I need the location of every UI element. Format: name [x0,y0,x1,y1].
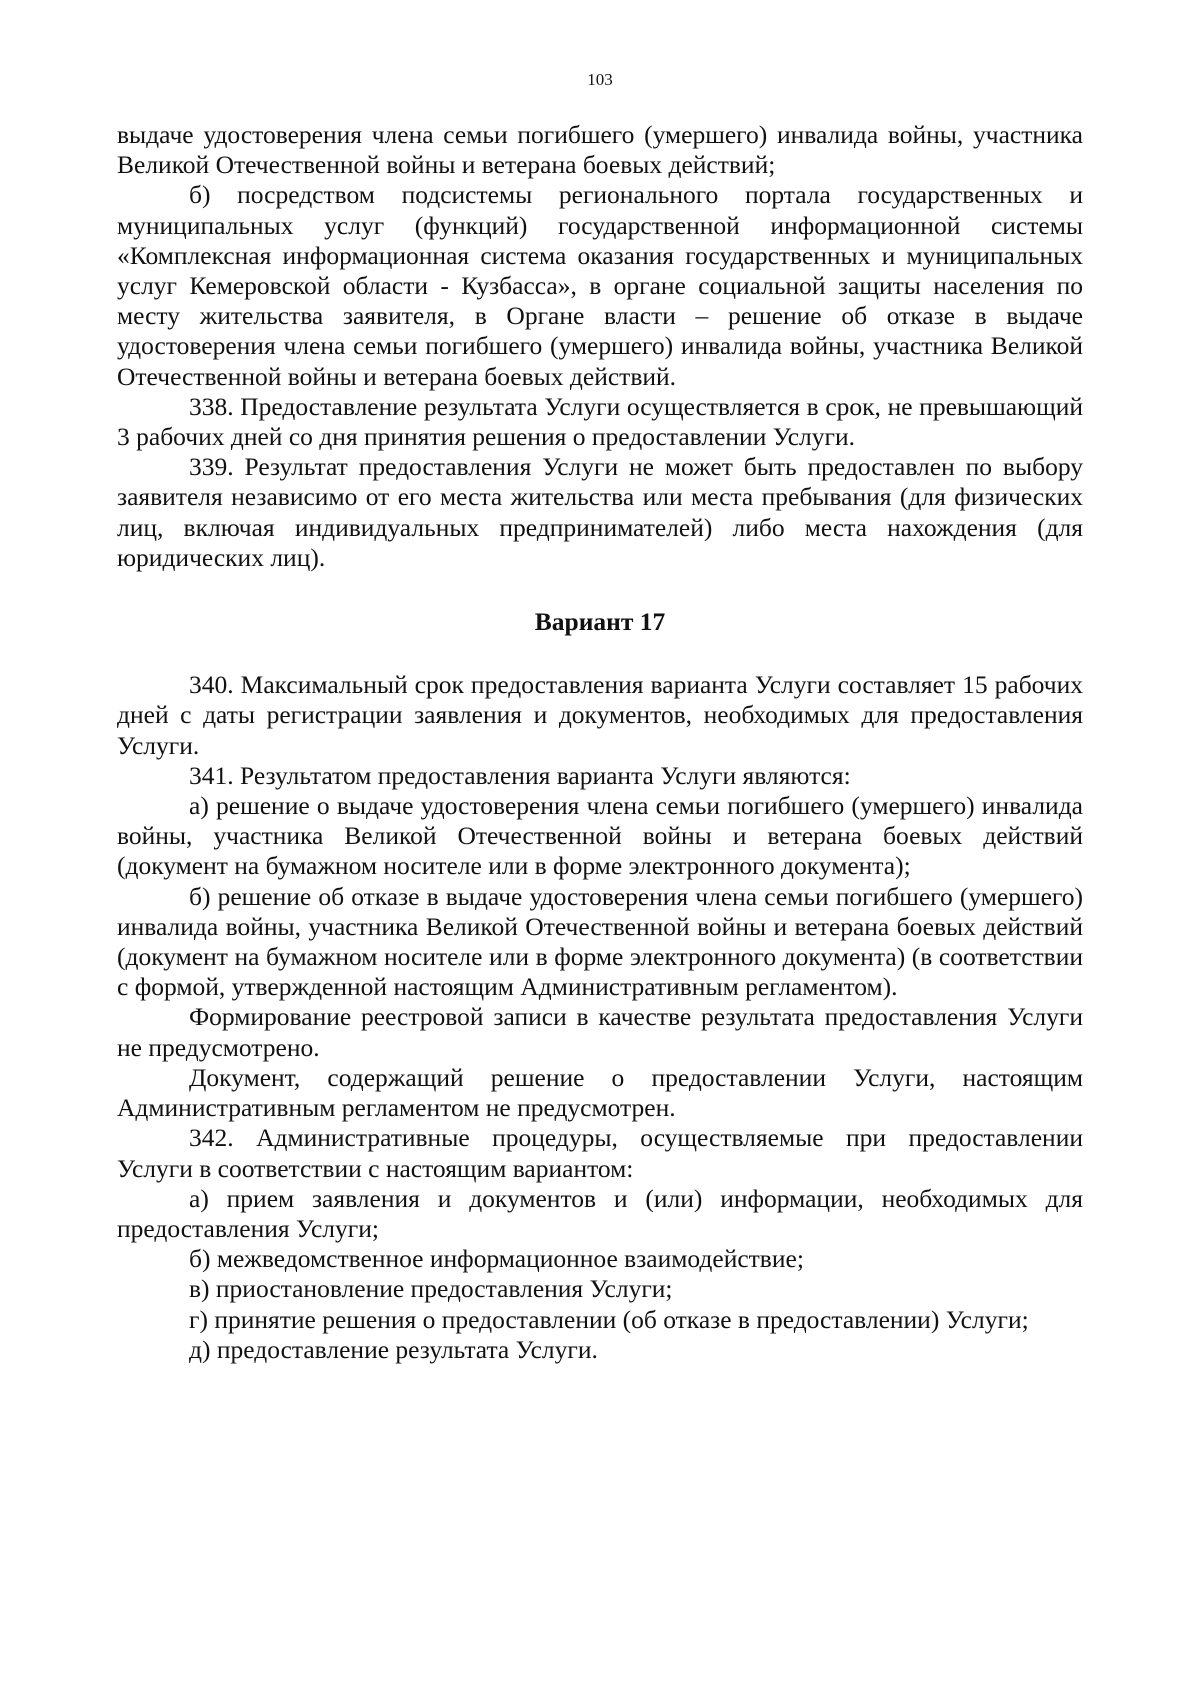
paragraph: 340. Максимальный срок предоставления варианта Услуги составляет 15 рабочих дней с даты регистрации заявления и документов, необходимых для предоставления Услуги. [117,670,1083,760]
paragraph: б) посредством подсистемы регионального портала государственных и муниципальных услуг (функций) государственной информационной системы «Комплексная информационная система оказания государственных и муниципальных услуг Кемеровской области - Кузбасса», в органе социальной защиты населения по месту жительства заявителя, в Органе власти – решение об отказе в выдаче удостоверения члена семьи погибшего (умершего) инвалида войны, участника Великой Отечественной войны и ветерана боевых действий. [117,180,1083,391]
list-item: в) приостановление предоставления Услуги; [189,1274,673,1304]
list-item: г) принятие решения о предоставлении (об отказе в предоставлении) Услуги; [189,1304,1029,1334]
paragraph: Документ, содержащий решение о предоставлении Услуги, настоящим Административным регламентом не предусмотрен. [117,1062,1083,1123]
paragraph: выдаче удостоверения члена семьи погибшего (умершего) инвалида войны, участника Великой Отечественной войны и ветерана боевых действий; [117,120,1083,180]
document-body [117,120,1083,1365]
section-heading: Вариант 17 [534,607,666,637]
list-item: б) решение об отказе в выдаче удостоверения члена семьи погибшего (умершего) инвалида войны, участника Великой Отечественной войны и ветерана боевых действий (документ на бумажном носителе или в форме электронного документа) (в соответствии с формой, утвержденной настоящим Административным регламентом). [117,881,1083,1002]
list-item: б) межведомственное информационное взаимодействие; [189,1244,804,1274]
list-item: а) прием заявления и документов и (или) информации, необходимых для предоставления Услуги; [117,1183,1083,1243]
list-item: д) предоставление результата Услуги. [189,1334,598,1364]
paragraph: 342. Административные процедуры, осуществляемые при предоставлении Услуги в соответствии с настоящим вариантом: [117,1123,1083,1183]
paragraph: 338. Предоставление результата Услуги осуществляется в срок, не превышающий 3 рабочих дней со дня принятия решения о предоставлении Услуги. [117,391,1083,452]
paragraph: 341. Результатом предоставления варианта Услуги являются: [189,760,851,790]
paragraph: Формирование реестровой записи в качестве результата предоставления Услуги не предусмотрено. [117,1002,1083,1062]
paragraph: 339. Результат предоставления Услуги не может быть предоставлен по выбору заявителя независимо от его места жительства или места пребывания (для физических лиц, включая индивидуальных предпринимателей) либо места нахождения (для юридических лиц). [117,452,1083,572]
list-item: а) решение о выдаче удостоверения члена семьи погибшего (умершего) инвалида войны, участника Великой Отечественной войны и ветерана боевых действий (документ на бумажном носителе или в форме электронного документа); [117,791,1083,881]
page-number: 103 [587,70,613,89]
